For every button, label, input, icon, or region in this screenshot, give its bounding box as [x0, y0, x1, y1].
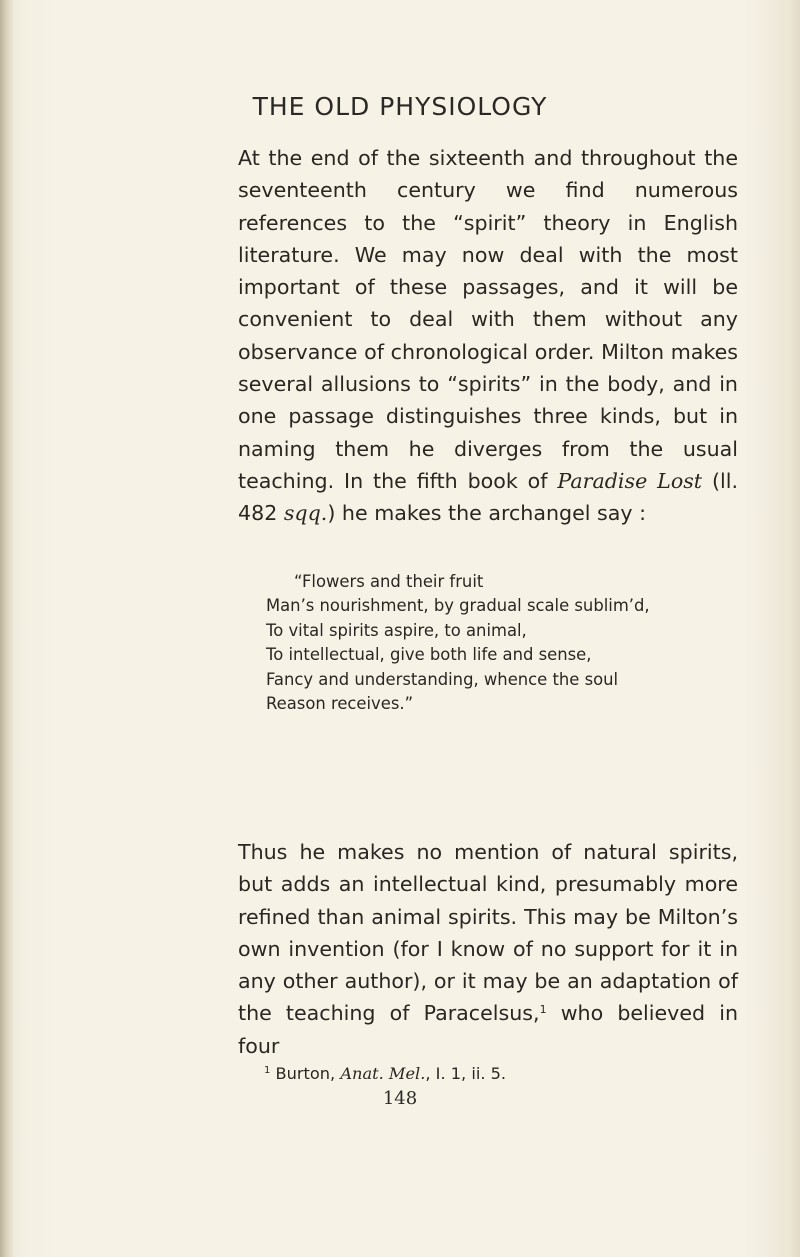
paragraph-2-text-a: Thus he makes no mention of natural spirits, but adds an intellectual kind, presumably more refined than animal spirits. This may be Milton’s own invention (for I know of no support for it in any other author), or it may be an adaptation of the teaching of Paracelsus, — [238, 840, 738, 1026]
quote-line: To intellectual, give both life and sense, — [266, 645, 592, 665]
work-title-paradise-lost: Paradise Lost — [557, 468, 703, 493]
paragraph-1-text-c: ) he makes the archangel say : — [327, 501, 647, 526]
footnote-work-title: Anat. Mel. — [340, 1064, 426, 1083]
paragraph-1-text-a: At the end of the sixteenth and throughout the seventeenth century we find numerous references to the “spirit” theory in English literature. We may now deal with the most important of these passages, and it will be convenient to deal with them without any observance of chronological order. Milton makes several allusions to “spirits” in the body, and in one passage distinguishes three kinds, but in naming them he diverges from the usual teaching. In the fifth book of — [238, 146, 738, 493]
footnote-reference: 1 — [539, 1003, 547, 1017]
quote-line: “Flowers and their fruit — [294, 572, 484, 591]
body-paragraph-2 — [238, 836, 738, 1062]
paragraph-1-text-b: (ll. 482 — [238, 468, 738, 526]
running-head: THE OLD PHYSIOLOGY — [252, 92, 548, 121]
body-paragraph-1 — [238, 142, 738, 530]
quote-line: Fancy and understanding, whence the soul — [266, 669, 619, 689]
footnote — [264, 1064, 744, 1083]
footnote-marker: 1 — [264, 1065, 271, 1076]
quote-line: Reason receives.” — [266, 694, 414, 714]
paragraph-2-text-b: who believed in four — [238, 1001, 738, 1058]
sqq-abbrev: sqq. — [283, 501, 328, 526]
page-gutter-shadow — [0, 0, 14, 1257]
page-number: 148 — [382, 1088, 418, 1109]
footnote-author: Burton, — [270, 1064, 341, 1083]
footnote-reference-text: , I. 1, ii. 5. — [425, 1064, 507, 1083]
quote-line: To vital spirits aspire, to animal, — [266, 620, 527, 640]
milton-quotation — [266, 570, 746, 716]
page-edge-shadow — [778, 0, 800, 1257]
quote-line: Man’s nourishment, by gradual scale sublim’d, — [266, 596, 650, 616]
